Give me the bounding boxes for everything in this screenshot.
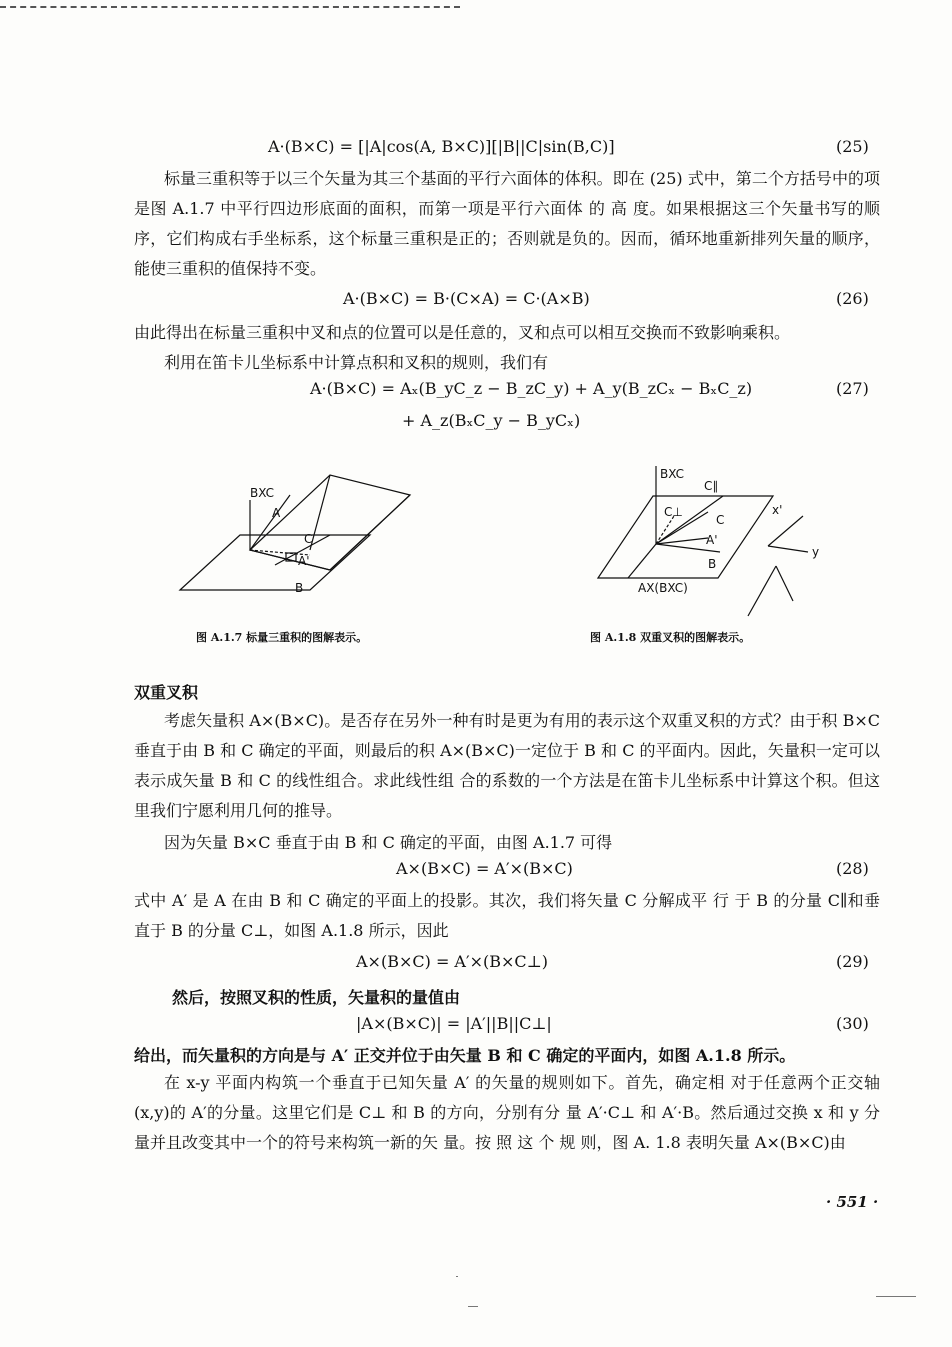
equation-body: + A_z(BₓC_y − B_yCₓ) — [402, 411, 581, 430]
label-y-axis: y — [812, 545, 820, 559]
figure-a-1-8-caption: 图 A.1.8 双重叉积的图解表示。 — [590, 631, 751, 644]
paragraph-magnitude-intro: 然后，按照叉积的性质，矢量积的量值由 — [172, 988, 461, 1007]
equation-body: A·(B×C) = Aₓ(B_yC_z − B_zC_y) + A_y(B_zCₓ − BₓC_z) — [310, 379, 753, 398]
label-b: B — [295, 581, 304, 595]
label-bxc: BXC — [660, 467, 684, 481]
plane — [598, 496, 773, 578]
paragraph-cross-dot: 由此得出在标量三重积中叉和点的位置可以是任意的，叉和点可以相互交换而不致影响乘积。 — [134, 323, 791, 342]
vector-axbxc — [628, 544, 656, 578]
equation-body: A·(B×C) = [|A|cos(A, B×C)][|B||C|sin(B,C)] — [268, 137, 615, 156]
label-x-axis: x' — [772, 503, 783, 517]
paragraph-direction: 给出，而矢量积的方向是与 A′ 正交并位于由矢量 B 和 C 确定的平面内，如图 A.1.8 所示。 — [134, 1046, 796, 1065]
equation-number: (25) — [836, 137, 869, 156]
paragraph-triple-product: 标量三重积等于以三个矢量为其三个基面的平行六面体的体积。即在 (25) 式中，第二个方括号中的项是图 A.1.7 中平行四边形底面的面积，而第一项是平行六面体 的 高 度。如果根据这三个矢量书写的顺序，它们构成右手坐标系，这个标量三重积是正的；否则就是负的。因而，循环地重新排列矢量的顺序，能使三重积的值保持不变。 — [134, 169, 880, 278]
label-bxc: BXC — [250, 486, 274, 500]
section-heading: 双重叉积 — [134, 683, 199, 702]
figure-a-1-7-caption: 图 A.1.7 标量三重积的图解表示。 — [196, 631, 368, 644]
vector-c-perp — [656, 516, 674, 544]
vector-a — [250, 495, 290, 550]
paragraph-projection: 式中 A′ 是 A 在由 B 和 C 确定的平面上的投影。其次，我们将矢量 C 分解成平 行 于 B 的分量 C∥和垂直于 B 的分量 C⊥，如图 A.1.8 所示，因此 — [134, 891, 880, 940]
equation-body: A×(B×C) = A′×(B×C) — [396, 859, 573, 878]
paragraph-construction-rule: 在 x-y 平面内构筑一个垂直于已知矢量 A′ 的矢量的规则如下。首先，确定相 对于任意两个正交轴(x,y)的 A′的分量。这里它们是 C⊥ 和 B 的方向，分别有分 量 A′·C⊥ 和 A′·B。然后通过交换 x 和 y 分量并且改变其中一个的符号来构筑一新的矢 量。按 照 这 个 规 则，图 A. 1.8 表明矢量 A×(B×C)由 — [134, 1073, 880, 1152]
scan-speck — [468, 1306, 478, 1307]
label-b: B — [708, 557, 717, 571]
label-c-parallel: C∥ — [704, 479, 719, 493]
equation-number: (29) — [836, 952, 869, 971]
label-a: A — [272, 506, 281, 520]
y-axis — [768, 546, 808, 552]
figure-a-1-7 — [180, 465, 440, 605]
label-a-prime: A' — [298, 554, 310, 568]
paragraph-cartesian-intro: 利用在笛卡儿坐标系中计算点积和叉积的规则，我们有 — [164, 353, 549, 372]
equation-number: (26) — [836, 289, 869, 308]
label-c: C — [716, 513, 725, 527]
figure-a-1-8 — [598, 466, 838, 626]
x-axis — [768, 516, 803, 546]
label-a-prime: A' — [706, 533, 718, 547]
label-axbxc: AX(BXC) — [638, 581, 688, 595]
scan-speck — [456, 1276, 458, 1277]
paragraph-perpendicular: 因为矢量 B×C 垂直于由 B 和 C 确定的平面，由图 A.1.7 可得 — [164, 833, 613, 852]
equation-number: (27) — [836, 379, 869, 398]
label-c-perp: C⊥ — [664, 505, 683, 519]
equation-body: A×(B×C) = A′×(B×C⊥) — [356, 952, 548, 971]
top-dashed-rule — [0, 6, 460, 8]
scan-speck — [876, 1296, 916, 1297]
paragraph-double-cross: 考虑矢量积 A×(B×C)。是否存在另外一种有时是更为有用的表示这个双重叉积的方式？由于积 B×C垂直于由 B 和 C 确定的平面，则最后的积 A×(B×C)一定位于 B 和 C 的平面内。因此，矢量积一定可以表示成矢量 B 和 C 的线性组合。求此线性组 合的系数的一个方法是在笛卡儿坐标系中计算这个积。但这里我们宁愿利用几何的推导。 — [134, 711, 880, 820]
equation-body: |A×(B×C)| = |A′||B||C⊥| — [356, 1014, 552, 1033]
base-plane — [180, 535, 370, 590]
equation-number: (28) — [836, 859, 869, 878]
page-number: · 551 · — [826, 1193, 879, 1211]
equation-body: A·(B×C) = B·(C×A) = C·(A×B) — [343, 289, 590, 308]
label-c: C — [304, 532, 313, 546]
equation-number: (30) — [836, 1014, 869, 1033]
